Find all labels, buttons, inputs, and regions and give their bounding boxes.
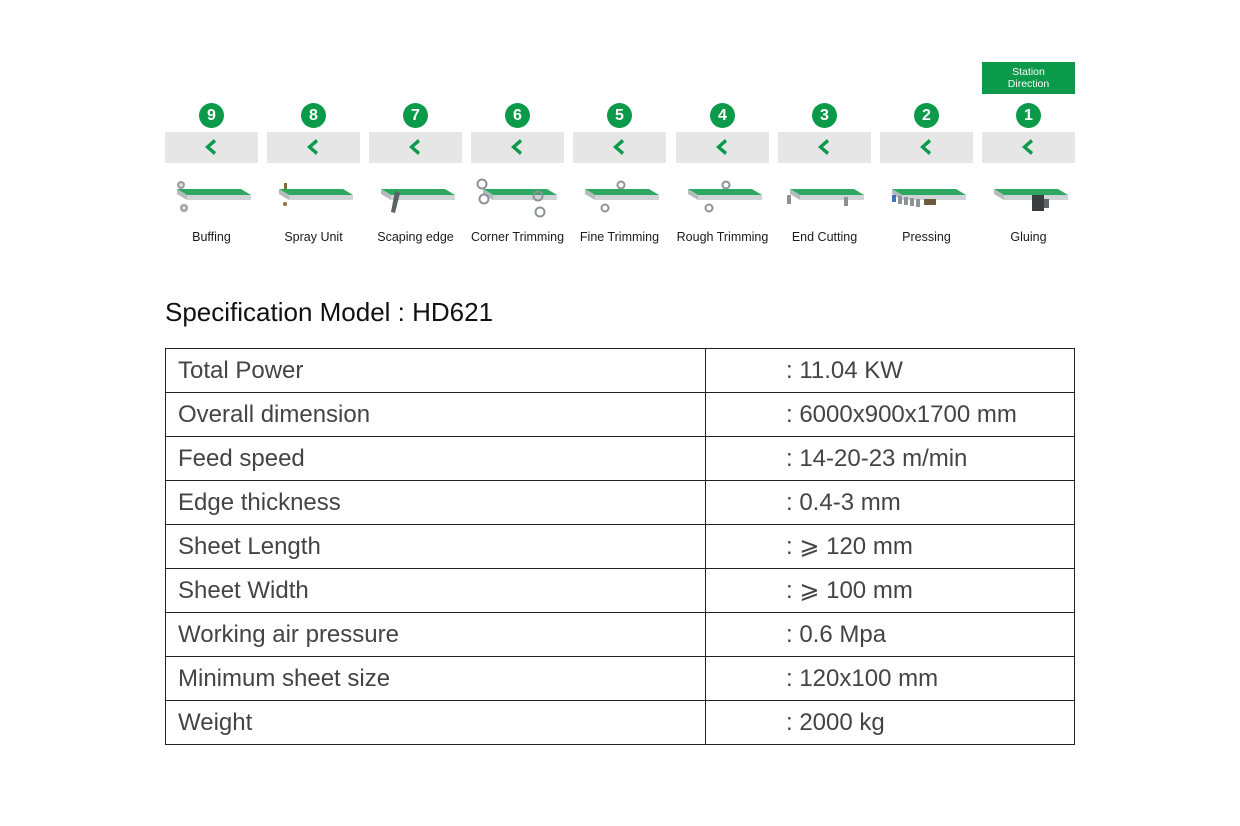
spec-value: : 2000 kg [706,701,1075,745]
station-end-cutting [778,103,871,253]
station-corner-trimming [471,103,564,253]
station-number-badge: 8 [301,103,326,128]
spec-value: : 11.04 KW [706,349,1075,393]
spec-key: Working air pressure [166,613,706,657]
station-direction-line1: Station [1012,66,1045,78]
spec-row [166,525,1075,569]
spec-row [166,657,1075,701]
scaping-edge-machine-icon [373,175,459,225]
chevron-left-icon [201,137,221,157]
spec-row [166,393,1075,437]
spec-key: Sheet Width [166,569,706,613]
spec-value: : 120x100 mm [706,657,1075,701]
station-label: Fine Trimming [579,230,660,244]
spray-unit-machine-icon [271,175,357,225]
station-scaping-edge [369,103,462,253]
direction-arrow-band [165,132,258,163]
chevron-left-icon [507,137,527,157]
spec-value: : ⩾ 120 mm [706,525,1075,569]
direction-arrow-band [471,132,564,163]
spec-row [166,437,1075,481]
station-buffing [165,103,258,253]
station-direction-line2: Direction [1007,78,1050,90]
spec-row [166,569,1075,613]
spec-key: Sheet Length [166,525,706,569]
station-label: Scaping edge [377,230,454,244]
station-spray-unit [267,103,360,253]
spec-key: Total Power [166,349,706,393]
station-number-badge: 1 [1016,103,1041,128]
station-label: Spray Unit [284,230,343,244]
spec-row [166,349,1075,393]
spec-value: : 14-20-23 m/min [706,437,1075,481]
spec-title: Specification Model : HD621 [165,297,494,327]
direction-arrow-band [880,132,973,163]
station-label: Corner Trimming [470,230,565,244]
station-number-badge: 2 [914,103,939,128]
station-label: Pressing [902,230,951,244]
station-pressing [880,103,973,253]
spec-key: Weight [166,701,706,745]
spec-key: Edge thickness [166,481,706,525]
corner-trimming-machine-icon [475,175,561,225]
direction-arrow-band [573,132,666,163]
rough-trimming-machine-icon [680,175,766,225]
direction-arrow-band [982,132,1075,163]
pressing-machine-icon [884,175,970,225]
station-number-badge: 9 [199,103,224,128]
spec-value: : 0.4-3 mm [706,481,1075,525]
chevron-left-icon [609,137,629,157]
station-label: Buffing [192,230,231,244]
spec-table [165,348,1075,745]
spec-key: Minimum sheet size [166,657,706,701]
chevron-left-icon [405,137,425,157]
gluing-machine-icon [986,175,1072,225]
chevron-left-icon [814,137,834,157]
station-label: Rough Trimming [676,230,769,244]
chevron-left-icon [712,137,732,157]
chevron-left-icon [303,137,323,157]
chevron-left-icon [916,137,936,157]
spec-row [166,701,1075,745]
direction-arrow-band [267,132,360,163]
station-number-badge: 5 [607,103,632,128]
station-fine-trimming [573,103,666,253]
buffing-machine-icon [169,175,255,225]
spec-row [166,613,1075,657]
spec-value: : ⩾ 100 mm [706,569,1075,613]
station-number-badge: 6 [505,103,530,128]
direction-arrow-band [369,132,462,163]
spec-value: : 6000x900x1700 mm [706,393,1075,437]
station-number-badge: 4 [710,103,735,128]
station-number-badge: 3 [812,103,837,128]
station-label: End Cutting [791,230,858,244]
spec-key: Feed speed [166,437,706,481]
end-cutting-machine-icon [782,175,868,225]
direction-arrow-band [778,132,871,163]
spec-row [166,481,1075,525]
station-number-badge: 7 [403,103,428,128]
fine-trimming-machine-icon [577,175,663,225]
station-gluing [982,103,1075,253]
spec-value: : 0.6 Mpa [706,613,1075,657]
spec-key: Overall dimension [166,393,706,437]
chevron-left-icon [1018,137,1038,157]
station-rough-trimming [676,103,769,253]
station-label: Gluing [1010,230,1047,244]
station-direction-badge [982,62,1075,94]
direction-arrow-band [676,132,769,163]
